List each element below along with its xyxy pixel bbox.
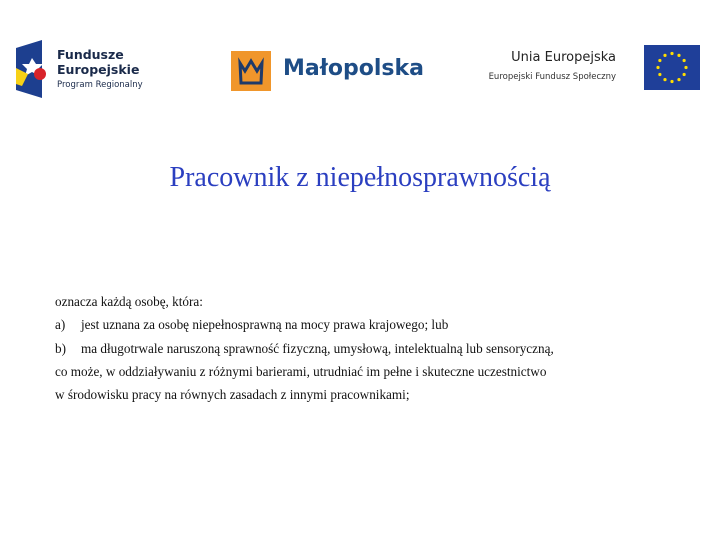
fundusze-europejskie-logo	[12, 40, 52, 98]
eu-flag-icon	[644, 45, 700, 90]
item-text: ma długotrwale naruszoną sprawność fizyczną, umysłową, intelektualną lub sensoryczną,	[81, 340, 554, 356]
eu-star-icon	[684, 66, 687, 69]
continuation-line: w środowisku pracy na równych zasadach z innymi pracownikami;	[55, 387, 410, 403]
eu-star-icon	[683, 59, 686, 62]
eu-star-icon	[663, 54, 666, 57]
eu-star-icon	[677, 54, 680, 57]
eu-star-icon	[677, 78, 680, 81]
item-label: a)	[55, 317, 66, 333]
eu-subtitle: Europejski Fundusz Społeczny	[488, 72, 616, 82]
intro-line: oznacza każdą osobę, która:	[55, 294, 203, 309]
fundusze-title	[57, 47, 139, 77]
malopolska-crown-icon	[231, 51, 271, 91]
slide-title: Pracownik z niepełnosprawnością	[169, 162, 551, 193]
eu-title: Unia Europejska	[511, 50, 616, 65]
fundusze-line1: Fundusze	[57, 47, 124, 62]
eu-star-icon	[683, 73, 686, 76]
malopolska-logo-text: Małopolska	[283, 56, 424, 81]
fundusze-flag-icon	[12, 40, 52, 98]
fundusze-subtitle: Program Regionalny	[57, 80, 143, 90]
continuation-line: co może, w oddziaływaniu z różnymi barierami, utrudniać im pełne i skuteczne uczestnictwo	[55, 363, 547, 379]
eu-star-icon	[670, 80, 673, 83]
list-item	[55, 337, 554, 360]
eu-star-icon	[670, 52, 673, 55]
item-text: jest uznana za osobę niepełnosprawną na mocy prawa krajowego; lub	[81, 317, 449, 333]
eu-star-icon	[658, 59, 661, 62]
list-item	[55, 313, 554, 336]
eu-star-icon	[656, 66, 659, 69]
fundusze-line2: Europejskie	[57, 62, 140, 77]
eu-star-icon	[663, 78, 666, 81]
definition-text	[55, 290, 554, 406]
eu-star-icon	[658, 73, 661, 76]
item-label: b)	[55, 340, 66, 356]
